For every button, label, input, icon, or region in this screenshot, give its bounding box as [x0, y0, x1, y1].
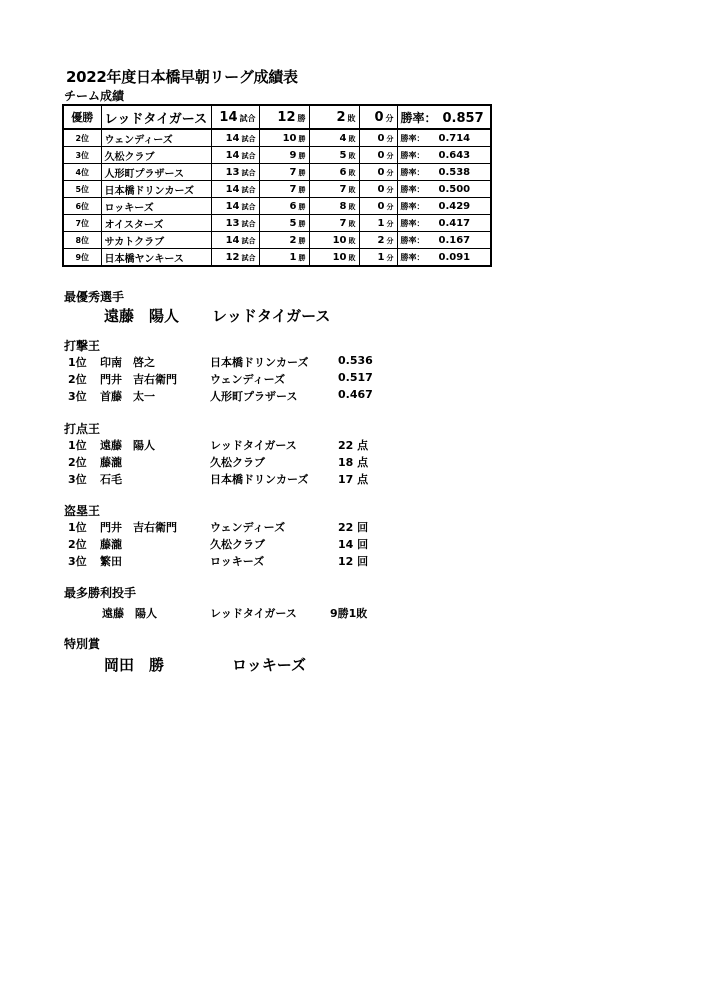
- win-rate-label: 勝率：: [400, 218, 425, 228]
- win-rate-cell: [397, 105, 491, 129]
- standings-body: [63, 105, 491, 266]
- award-value: 18 点: [338, 456, 369, 469]
- standings-row: [63, 129, 491, 147]
- draws-unit: 分: [386, 219, 394, 228]
- losses-value: 2: [336, 109, 346, 125]
- wins-unit: 勝: [298, 219, 306, 228]
- wins-value: 1: [289, 251, 297, 263]
- batting-row: [68, 354, 388, 370]
- wins-unit: 勝: [298, 151, 306, 160]
- games-value: 14: [225, 200, 240, 212]
- steals-row: [68, 553, 388, 569]
- losses-value: 7: [339, 183, 347, 195]
- wins-cell: [259, 147, 309, 164]
- losses-value: 8: [339, 200, 347, 212]
- games-unit: 試合: [241, 236, 256, 245]
- losses-value: 4: [339, 132, 347, 144]
- pitcher-heading: 最多勝利投手: [64, 586, 137, 600]
- games-cell: [211, 105, 259, 129]
- team-standings-heading: チーム成績: [64, 89, 125, 103]
- player-team: 久松クラブ: [210, 538, 265, 551]
- rbi-heading: 打点王: [64, 422, 101, 436]
- win-rate-cell: [397, 129, 491, 147]
- win-rate-label: 勝率：: [400, 167, 425, 177]
- games-cell: [211, 232, 259, 249]
- standings-row: [63, 198, 491, 215]
- win-rate-value: 0.417: [438, 217, 471, 229]
- wins-unit: 勝: [298, 134, 306, 143]
- player-name: 遠藤 陽人: [100, 439, 155, 452]
- losses-value: 10: [332, 234, 347, 246]
- draws-unit: 分: [386, 253, 394, 262]
- team-cell: ウェンディーズ: [101, 129, 211, 147]
- draws-value: 0: [377, 183, 385, 195]
- wins-value: 5: [289, 217, 297, 229]
- team-cell: サカトクラブ: [101, 232, 211, 249]
- draws-cell: [359, 249, 397, 267]
- losses-unit: 敗: [348, 168, 356, 177]
- draws-unit: 分: [385, 113, 394, 123]
- win-rate-cell: [397, 215, 491, 232]
- batting-heading: 打撃王: [64, 339, 101, 353]
- steals-heading: 盗塁王: [64, 504, 101, 518]
- losses-unit: 敗: [348, 185, 356, 194]
- win-rate-cell: [397, 232, 491, 249]
- batting-row: [68, 371, 388, 387]
- draws-cell: [359, 181, 397, 198]
- wins-value: 6: [289, 200, 297, 212]
- award-value: 12 回: [338, 555, 369, 568]
- wins-value: 7: [289, 166, 297, 178]
- losses-unit: 敗: [348, 236, 356, 245]
- award-value: 14 回: [338, 538, 369, 551]
- draws-value: 1: [377, 251, 385, 263]
- rank-cell: 優勝: [63, 105, 101, 129]
- win-rate-label: 勝率：: [400, 235, 425, 245]
- rank-cell: 9位: [63, 249, 101, 267]
- losses-value: 5: [339, 149, 347, 161]
- standings-table: [62, 104, 492, 267]
- losses-unit: 敗: [348, 253, 356, 262]
- rank-cell: 8位: [63, 232, 101, 249]
- losses-cell: [309, 215, 359, 232]
- win-rate-value: 0.538: [438, 166, 471, 178]
- wins-cell: [259, 198, 309, 215]
- player-team: ウェンディーズ: [210, 373, 286, 386]
- wins-unit: 勝: [298, 253, 306, 262]
- win-rate-value: 0.714: [438, 132, 471, 144]
- draws-cell: [359, 147, 397, 164]
- losses-cell: [309, 198, 359, 215]
- games-value: 13: [225, 166, 240, 178]
- games-unit: 試合: [241, 202, 256, 211]
- win-rate-value: 0.167: [438, 234, 471, 246]
- wins-cell: [259, 181, 309, 198]
- draws-cell: [359, 215, 397, 232]
- games-value: 14: [225, 183, 240, 195]
- draws-cell: [359, 164, 397, 181]
- team-cell: 日本橋ヤンキース: [101, 249, 211, 267]
- win-rate-label: 勝率：: [400, 184, 425, 194]
- losses-unit: 敗: [347, 113, 356, 123]
- win-rate-cell: [397, 198, 491, 215]
- games-unit: 試合: [241, 185, 256, 194]
- award-rank: 1位: [68, 521, 87, 534]
- document-title: 2022年度日本橋早朝リーグ成績表: [66, 68, 298, 86]
- wins-value: 12: [277, 109, 296, 125]
- award-rank: 3位: [68, 390, 87, 403]
- win-rate-label: 勝率：: [400, 252, 425, 262]
- player-name: 印南 啓之: [100, 356, 155, 369]
- pitcher-record: 9勝1敗: [330, 607, 368, 620]
- games-value: 14: [225, 132, 240, 144]
- wins-cell: [259, 105, 309, 129]
- wins-value: 10: [282, 132, 297, 144]
- losses-cell: [309, 129, 359, 147]
- win-rate-cell: [397, 164, 491, 181]
- standings-row: [63, 105, 491, 129]
- wins-unit: 勝: [298, 236, 306, 245]
- games-cell: [211, 198, 259, 215]
- player-name: 門井 吉右衛門: [100, 373, 177, 386]
- losses-value: 10: [332, 251, 347, 263]
- wins-value: 7: [289, 183, 297, 195]
- wins-unit: 勝: [298, 202, 306, 211]
- games-cell: [211, 147, 259, 164]
- draws-unit: 分: [386, 134, 394, 143]
- wins-value: 9: [289, 149, 297, 161]
- wins-cell: [259, 232, 309, 249]
- award-rank: 1位: [68, 439, 87, 452]
- wins-unit: 勝: [298, 185, 306, 194]
- games-value: 14: [219, 109, 238, 125]
- games-cell: [211, 181, 259, 198]
- player-name: 藤瀧: [100, 456, 122, 469]
- win-rate-value: 0.091: [438, 251, 471, 263]
- games-unit: 試合: [241, 168, 256, 177]
- draws-cell: [359, 105, 397, 129]
- wins-cell: [259, 215, 309, 232]
- losses-unit: 敗: [348, 202, 356, 211]
- award-value: 22 点: [338, 439, 369, 452]
- losses-value: 6: [339, 166, 347, 178]
- team-cell: 日本橋ドリンカーズ: [101, 181, 211, 198]
- draws-unit: 分: [386, 185, 394, 194]
- wins-unit: 勝: [298, 168, 306, 177]
- team-cell: レッドタイガース: [101, 105, 211, 129]
- standings-row: [63, 232, 491, 249]
- player-name: 門井 吉右衛門: [100, 521, 177, 534]
- win-rate-value: 0.643: [438, 149, 471, 161]
- player-team: ロッキーズ: [210, 555, 265, 568]
- wins-value: 2: [289, 234, 297, 246]
- wins-cell: [259, 249, 309, 267]
- draws-unit: 分: [386, 236, 394, 245]
- pitcher-row: [68, 605, 388, 621]
- rank-cell: 6位: [63, 198, 101, 215]
- games-unit: 試合: [241, 219, 256, 228]
- award-value: 0.517: [338, 371, 373, 384]
- standings-row: [63, 249, 491, 267]
- losses-unit: 敗: [348, 134, 356, 143]
- rank-cell: 7位: [63, 215, 101, 232]
- award-rank: 2位: [68, 538, 87, 551]
- rank-cell: 5位: [63, 181, 101, 198]
- games-value: 12: [225, 251, 240, 263]
- draws-unit: 分: [386, 168, 394, 177]
- pitcher-team: レッドタイガース: [210, 607, 297, 620]
- draws-value: 0: [377, 132, 385, 144]
- draws-value: 0: [377, 200, 385, 212]
- award-rank: 3位: [68, 555, 87, 568]
- player-team: 日本橋ドリンカーズ: [210, 356, 309, 369]
- special-team: ロッキーズ: [232, 656, 306, 674]
- losses-cell: [309, 232, 359, 249]
- losses-unit: 敗: [348, 151, 356, 160]
- player-team: ウェンディーズ: [210, 521, 286, 534]
- games-value: 13: [225, 217, 240, 229]
- win-rate-cell: [397, 249, 491, 267]
- award-value: 0.467: [338, 388, 373, 401]
- win-rate-value: 0.500: [438, 183, 471, 195]
- win-rate-value: 0.429: [438, 200, 471, 212]
- win-rate-value: 0.857: [442, 110, 484, 126]
- wins-cell: [259, 164, 309, 181]
- games-unit: 試合: [241, 253, 256, 262]
- games-cell: [211, 129, 259, 147]
- pitcher-name: 遠藤 陽人: [102, 607, 157, 620]
- losses-cell: [309, 147, 359, 164]
- wins-cell: [259, 129, 309, 147]
- award-rank: 2位: [68, 373, 87, 386]
- draws-unit: 分: [386, 151, 394, 160]
- draws-cell: [359, 129, 397, 147]
- rank-cell: 4位: [63, 164, 101, 181]
- losses-unit: 敗: [348, 219, 356, 228]
- player-name: 首藤 太一: [100, 390, 155, 403]
- draws-value: 0: [377, 166, 385, 178]
- rbi-row: [68, 454, 388, 470]
- win-rate-cell: [397, 181, 491, 198]
- player-team: 日本橋ドリンカーズ: [210, 473, 309, 486]
- batting-row: [68, 388, 388, 404]
- team-cell: 久松クラブ: [101, 147, 211, 164]
- losses-cell: [309, 164, 359, 181]
- rank-cell: 3位: [63, 147, 101, 164]
- standings-row: [63, 215, 491, 232]
- losses-cell: [309, 105, 359, 129]
- win-rate-cell: [397, 147, 491, 164]
- mvp-name: 遠藤 陽人: [104, 307, 180, 325]
- games-value: 14: [225, 234, 240, 246]
- wins-unit: 勝: [297, 113, 306, 123]
- player-name: 繁田: [100, 555, 122, 568]
- win-rate-label: 勝率：: [400, 201, 425, 211]
- standings-row: [63, 164, 491, 181]
- draws-cell: [359, 198, 397, 215]
- games-unit: 試合: [239, 113, 256, 123]
- win-rate-label: 勝率：: [400, 150, 425, 160]
- draws-value: 0: [374, 109, 384, 125]
- special-name: 岡田 勝: [104, 656, 165, 674]
- losses-cell: [309, 181, 359, 198]
- games-cell: [211, 249, 259, 267]
- player-team: レッドタイガース: [210, 439, 297, 452]
- player-team: 久松クラブ: [210, 456, 265, 469]
- win-rate-label: 勝率：: [400, 133, 425, 143]
- games-unit: 試合: [241, 134, 256, 143]
- team-cell: ロッキーズ: [101, 198, 211, 215]
- draws-value: 2: [377, 234, 385, 246]
- draws-value: 1: [377, 217, 385, 229]
- games-cell: [211, 164, 259, 181]
- draws-unit: 分: [386, 202, 394, 211]
- award-rank: 1位: [68, 356, 87, 369]
- player-name: 藤瀧: [100, 538, 122, 551]
- mvp-team: レッドタイガース: [212, 307, 331, 325]
- draws-cell: [359, 232, 397, 249]
- player-name: 石毛: [100, 473, 122, 486]
- games-unit: 試合: [241, 151, 256, 160]
- standings-row: [63, 181, 491, 198]
- award-value: 0.536: [338, 354, 373, 367]
- team-cell: オイスターズ: [101, 215, 211, 232]
- losses-cell: [309, 249, 359, 267]
- award-value: 17 点: [338, 473, 369, 486]
- award-value: 22 回: [338, 521, 369, 534]
- special-heading: 特別賞: [64, 637, 101, 651]
- rank-cell: 2位: [63, 129, 101, 147]
- losses-value: 7: [339, 217, 347, 229]
- games-cell: [211, 215, 259, 232]
- draws-value: 0: [377, 149, 385, 161]
- rbi-row: [68, 471, 388, 487]
- standings-row: [63, 147, 491, 164]
- award-rank: 2位: [68, 456, 87, 469]
- mvp-heading: 最優秀選手: [64, 290, 125, 304]
- steals-row: [68, 519, 388, 535]
- team-cell: 人形町プラザース: [101, 164, 211, 181]
- steals-row: [68, 536, 388, 552]
- games-value: 14: [225, 149, 240, 161]
- award-rank: 3位: [68, 473, 87, 486]
- player-team: 人形町プラザース: [210, 390, 298, 403]
- rbi-row: [68, 437, 388, 453]
- win-rate-label: 勝率：: [400, 110, 437, 125]
